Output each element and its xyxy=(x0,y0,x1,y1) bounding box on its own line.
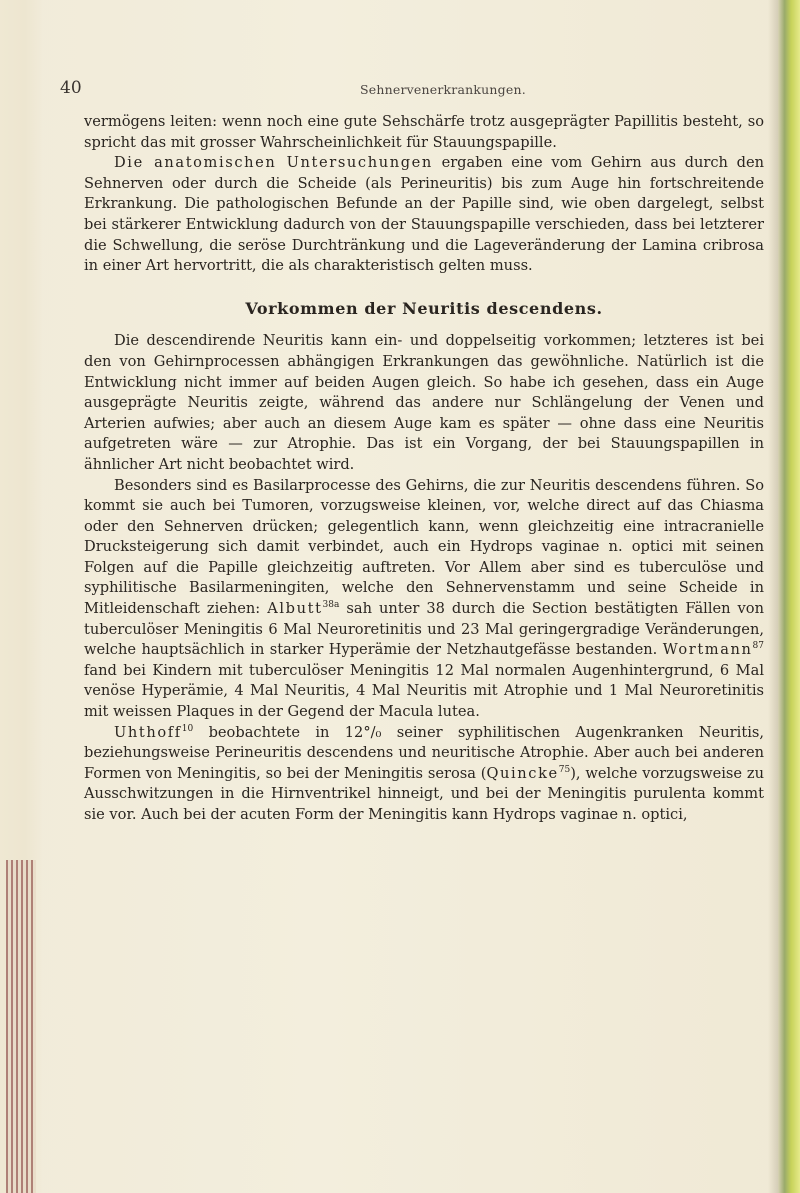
paragraph-text: vermögens leiten: wenn noch eine gute Sehschärfe trotz ausgeprägter Papillitis besteht, so spricht das mit grosser Wahrscheinlichkeit für Stauungspapille. xyxy=(84,113,764,151)
paragraph-text: fand bei Kindern mit tuberculöser Meningitis 12 Mal normalen Augenhintergrund, 6 Mal venöse Hyperämie, 4 Mal Neuritis, 4 Mal Neuritis mit Atrophie und 1 Mal Neuroretinitis mit weissen Plaques in der Gegend der Macula lutea. xyxy=(84,661,764,721)
reference-number: 38a xyxy=(322,600,340,611)
left-edge-binding-mark xyxy=(6,860,36,1193)
paragraph-text: Besonders sind es Basilarprocesse des Gehirns, die zur Neuritis descendens führen. So kommt sie auch bei Tumoren, vorzugsweise kleinen, vor, welche direct auf das Chiasma oder den Sehnerven drücken; gelegentlich kann, wenn gleichzeitig eine intracranielle Drucksteigerung sich damit verbindet, auch ein Hydrops vaginae n. optici mit seinen Folgen auf die Papille gleichzeitig auftreten. Vor Allem aber sind es tuberculöse und syphilitische Basilarmeningiten, welche den Sehnervenstamm und seine Scheide in Mitleidenschaft ziehen: xyxy=(84,476,764,618)
paragraph xyxy=(84,476,764,723)
page-header xyxy=(60,78,765,102)
paragraph-text: beobachtete in 12°/₀ seiner syphilitischen Augenkranken Neuritis, beziehungsweise Perineuritis descendens und neuritische Atrophie. Aber auch bei anderen Formen von Meningitis, so bei der Meningitis serosa ( xyxy=(84,723,764,782)
reference-number: 87 xyxy=(752,641,764,652)
right-book-edge xyxy=(778,0,800,1193)
paragraph xyxy=(84,112,764,153)
paragraph xyxy=(84,153,764,277)
body-text xyxy=(84,112,764,826)
author-name: Uhthoff xyxy=(114,723,182,741)
paragraph-text: Die descendirende Neuritis kann ein- und doppelseitig vorkommen; letzteres ist bei den von Gehirnprocessen abhängigen Erkrankungen das gewöhnliche. Natürlich ist die Entwicklung nicht immer auf beiden Augen gleich. So habe ich gesehen, dass ein Auge ausgeprägte Neuritis zeigte, während das andere nur Schlängelung der Venen und Arterien aufwies; aber auch an diesem Auge kam es später — ohne dass eine Neuritis aufgetreten wäre — zur Atrophie. Das ist ein Vorgang, der bei Stauungspapillen in ähnlicher Art nicht beobachtet wird. xyxy=(84,332,764,473)
paragraph xyxy=(84,331,764,475)
paragraph-text: ergaben eine vom Gehirn aus durch den Sehnerven oder durch die Scheide (als Perineuritis) bis zum Auge hin fortschreitende Erkrankung. Die pathologischen Befunde an der Papille sind, wie oben dargelegt, selbst bei stärkerer Entwicklung dadurch von der Stauungspapille verschieden, dass bei letzterer die Schwellung, die seröse Durchtränkung und die Lageveränderung der Lamina cribrosa in einer Art hervortritt, die als charakteristisch gelten muss. xyxy=(84,154,764,275)
author-name: Albutt xyxy=(267,600,323,618)
reference-number: 10 xyxy=(181,723,194,734)
paragraph xyxy=(84,723,764,826)
paragraph-text: ), welche vorzugsweise zu Ausschwitzungen in die Hirnventrikel hinneigt, und bei der Meningitis purulenta kommt sie vor. Auch bei der acuten Form der Meningitis kann Hydrops vaginae n. optici, xyxy=(84,764,764,823)
author-name: Wortmann xyxy=(662,641,753,659)
author-name: Quincke xyxy=(486,764,559,782)
running-head: Sehnervenerkrankungen. xyxy=(360,82,526,97)
section-heading: Vorkommen der Neuritis descendens. xyxy=(245,298,603,318)
page-number: 40 xyxy=(60,78,82,98)
emphasized-term: Die anatomischen Untersuchungen xyxy=(114,154,433,172)
right-gutter-shadow xyxy=(768,0,778,1193)
reference-number: 75 xyxy=(558,764,571,775)
paragraph-text: sah unter 38 durch die Section bestätigten Fällen von tuberculöser Meningitis 6 Mal Neuroretinitis und 23 Mal geringergradige Veränderungen, welche hauptsächlich in starker Hyperämie der Netzhautgefässe bestanden. xyxy=(84,600,764,659)
